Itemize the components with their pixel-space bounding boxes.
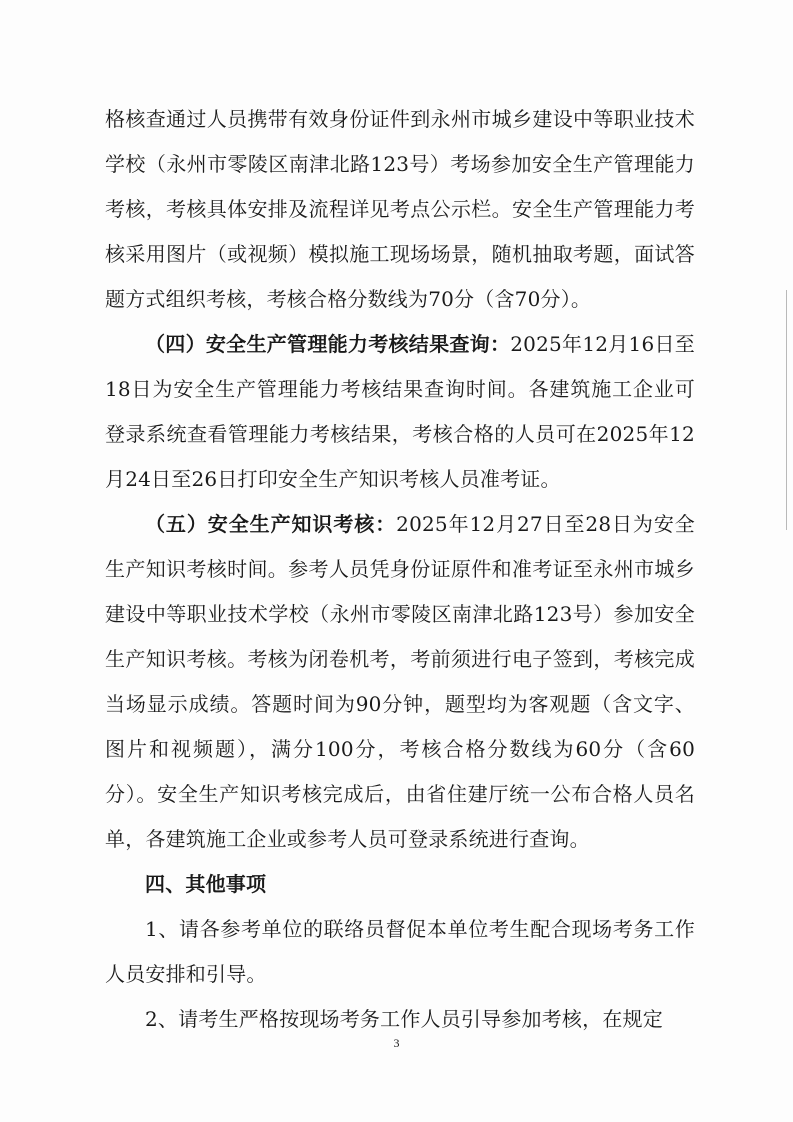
heading-management-result-query: （四）安全生产管理能力考核结果查询：	[145, 332, 511, 356]
text-management-result-query: 2025年12月16日至18日为安全生产管理能力考核结果查询时间。各建筑施工企业可登录系统查看管理能力考核结果，考核合格的人员可在2025年12月24日至26日打印安全生产知识考核人员准考证。	[105, 332, 695, 491]
scan-edge-line	[786, 290, 787, 530]
paragraph-other-item-2: 2、请考生严格按现场考务工作人员引导参加考核，在规定	[145, 1007, 663, 1031]
heading-other-matters: 四、其他事项	[145, 872, 267, 896]
text-knowledge-exam: 2025年12月27日至28日为安全生产知识考核时间。参考人员凭身份证原件和准考证至永州市城乡建设中等职业技术学校（永州市零陵区南津北路123号）参加安全生产知识考核。考核为闭卷机考，考前须进行电子签到，考核完成当场显示成绩。答题时间为90分钟，题型均为客观题（含文字、图片和视频题），满分100分，考核合格分数线为60分（含60分）。安全生产知识考核完成后，由省住建厅统一公布合格人员名单，各建筑施工企业或参考人员可登录系统进行查询。	[105, 512, 695, 851]
paragraph-exam-arrangement: 格核查通过人员携带有效身份证件到永州市城乡建设中等职业技术学校（永州市零陵区南津北路123号）考场参加安全生产管理能力考核，考核具体安排及流程详见考点公示栏。安全生产管理能力考核采用图片（或视频）模拟施工现场场景，随机抽取考题，面试答题方式组织考核，考核合格分数线为70分（含70分）。	[105, 107, 695, 311]
paragraph-other-item-1: 1、请各参考单位的联络员督促本单位考生配合现场考务工作人员安排和引导。	[105, 917, 695, 986]
heading-knowledge-exam: （五）安全生产知识考核：	[145, 512, 397, 536]
paragraph-management-result-query	[105, 322, 695, 502]
page-number: 3	[393, 1036, 400, 1050]
document-body	[105, 97, 695, 1042]
paragraph-knowledge-exam	[105, 502, 695, 862]
